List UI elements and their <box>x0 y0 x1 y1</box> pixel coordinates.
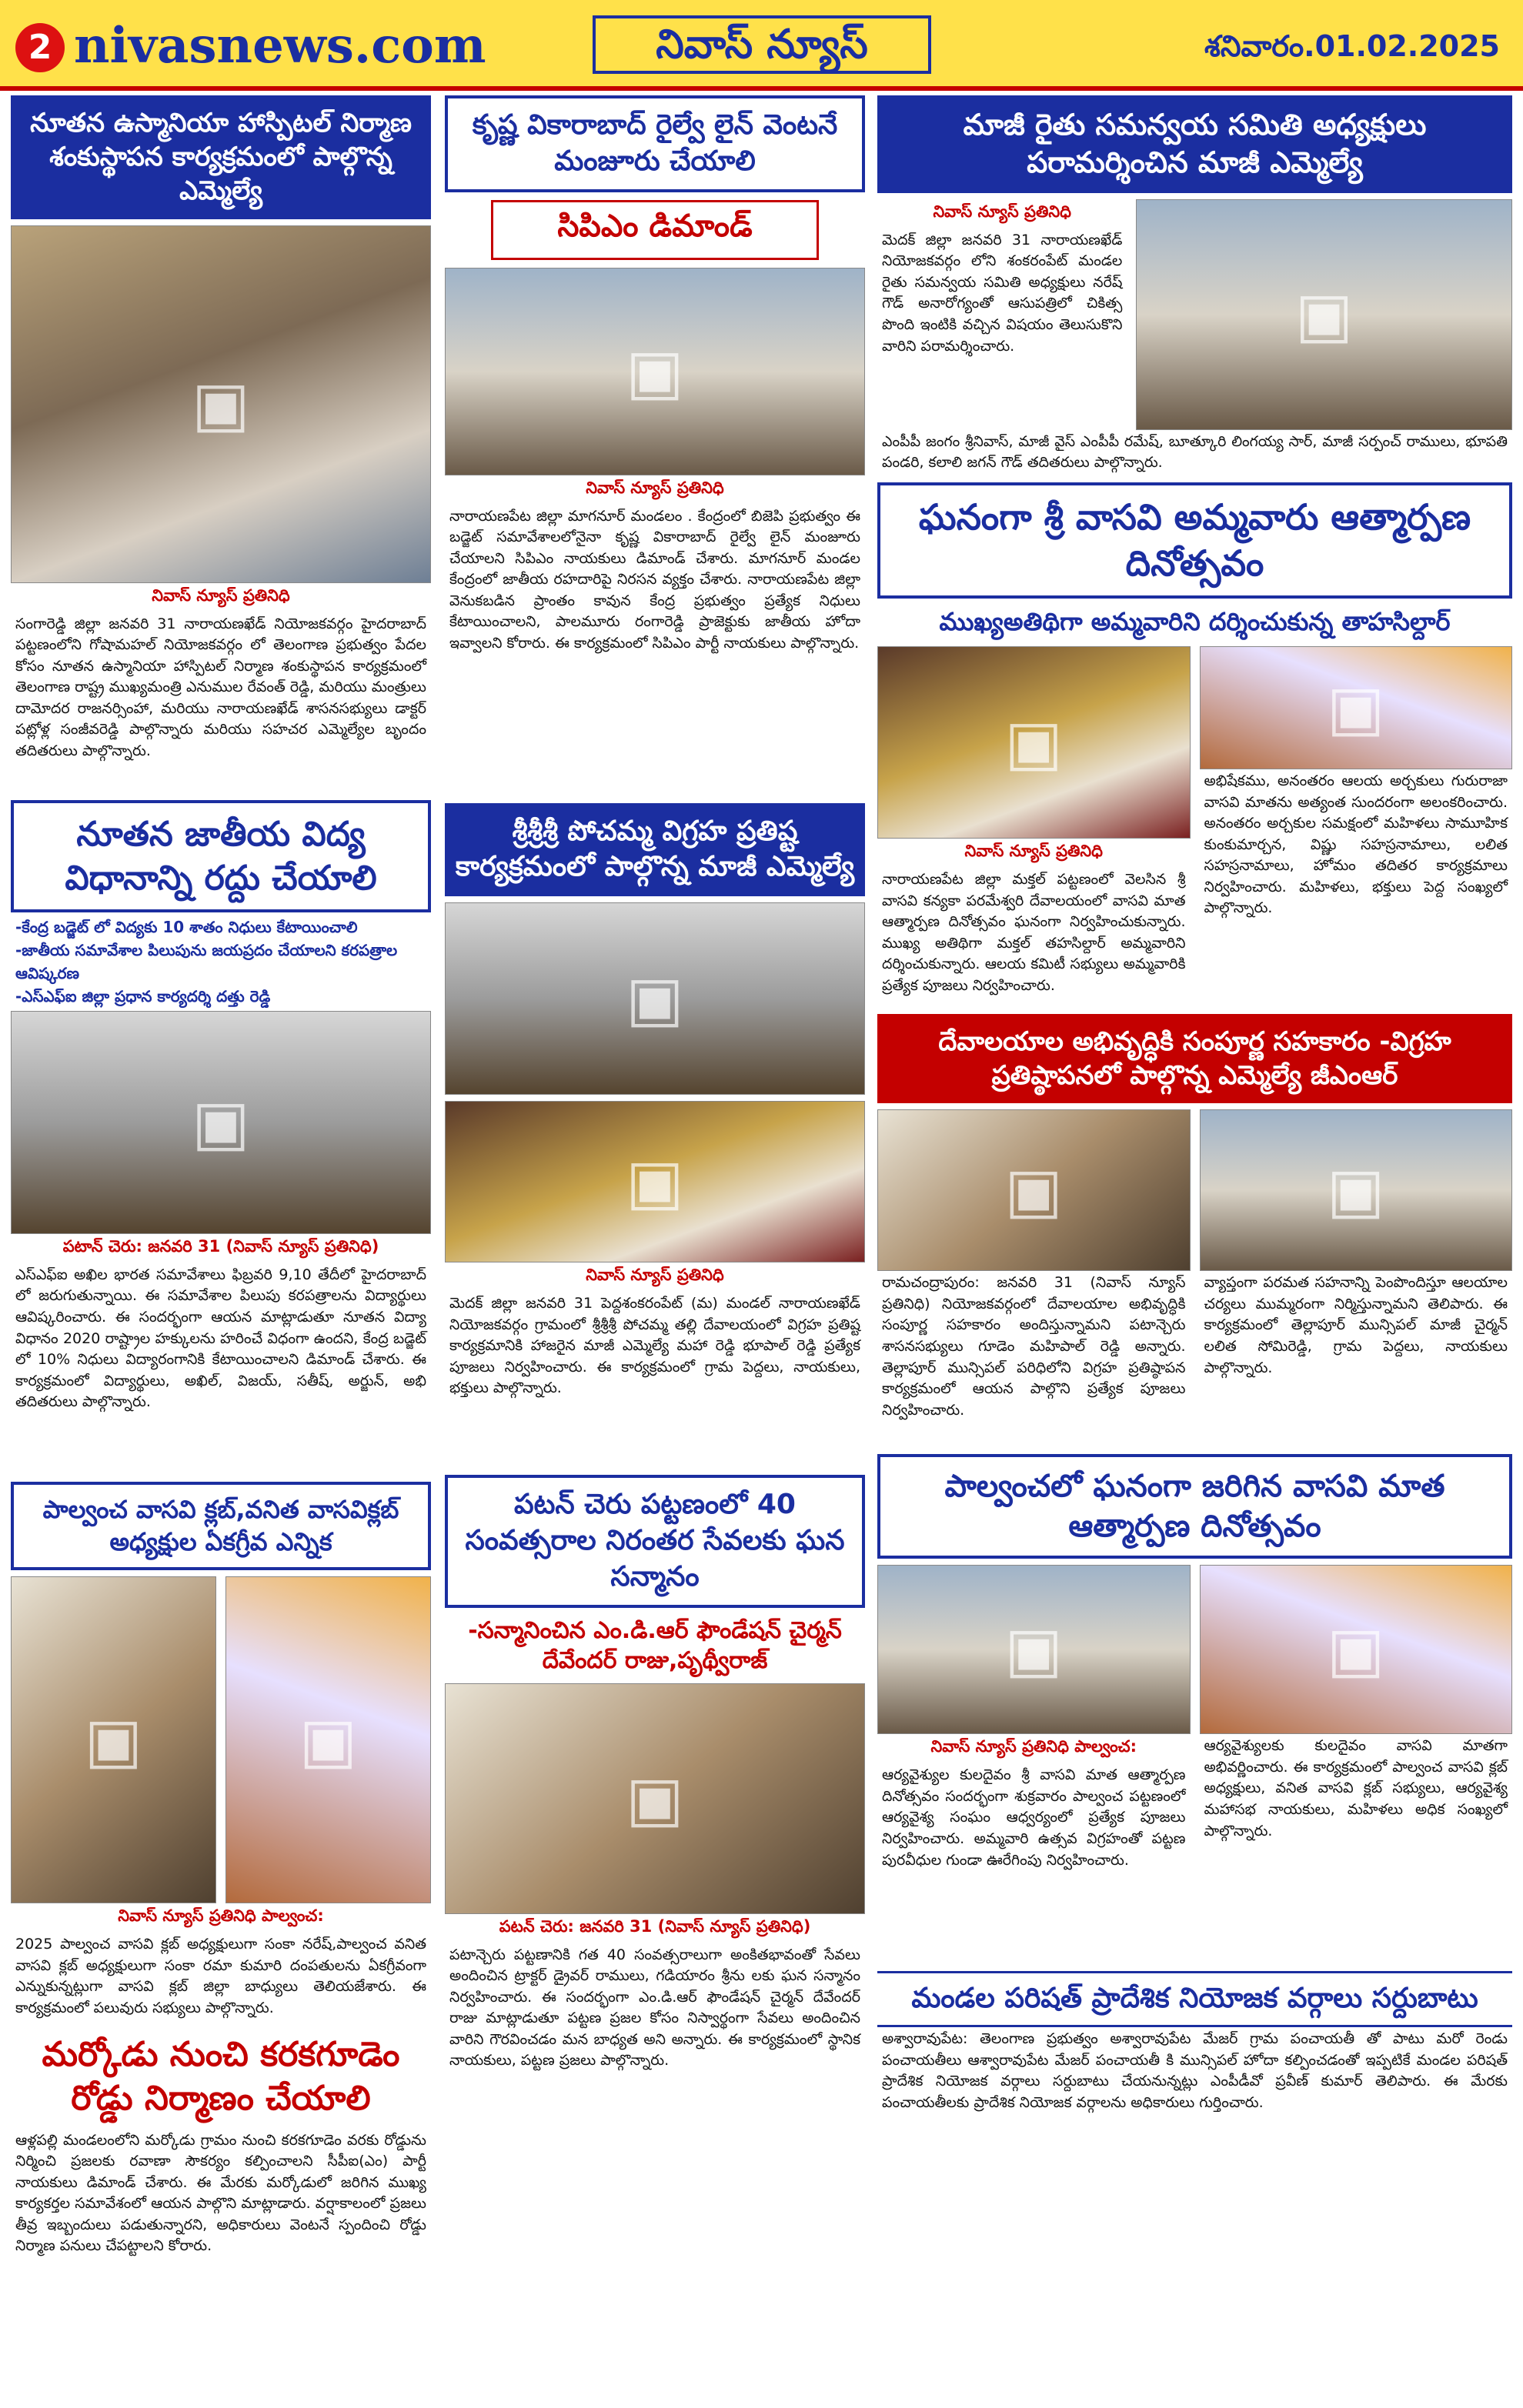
subheadline-tahsildar: ముఖ్యఅతిథిగా అమ్మవారిని దర్శించుకున్న తాహసిల్దార్ <box>877 599 1512 646</box>
caption-osmania: నివాస్ న్యూస్ ప్రతినిధి <box>152 585 290 605</box>
photos-vasavi-club <box>11 1576 431 1903</box>
photo-pochamma-1 <box>445 902 865 1095</box>
photo-honour <box>445 1683 865 1914</box>
body-vasavi-atmarpana-right: అభిషేకము, అనంతరం ఆలయ అర్చకులు గురురాజా వాసవి మాతను అత్యంత సుందరంగా అలంకరించారు. అనంతరం అర్చకుల సమక్షంలో మహిళలు సామూహిక కుంకుమార్చన, విష్ణు సహస్రనామాలు, లలిత సహస్రనామాలు, హోమం తదితర కార్యక్రమాలు నిర్వహించారు. మహిళలు, భక్తులు పెద్ద సంఖ్యలో పాల్గొన్నారు. <box>1204 772 1508 917</box>
caption-ex-mla-visit: నివాస్ న్యూస్ ప్రతినిధి <box>933 202 1071 221</box>
headline-mandal-parishad: మండల పరిషత్ ప్రాదేశిక నియోజక వర్గాలు సర్దుబాటు <box>877 1971 1512 2027</box>
body-sfi: ఎస్ఎఫ్ఐ అఖిల భారత సమావేశాలు ఫిబ్రవరి 9,10 తేదీలో హైదరాబాద్ లో జరుగుతున్నాయి. ఈ సమావేశాల పిలుపు కరపత్రాలను విద్యార్థులు ఆవిష్కరించారు. ఈ సందర్భంగా ఆయన మాట్లాడుతూ నూతన విద్యా విధానం 2020 రాష్ట్రాల హక్కులను హరించే విధంగా ఉందని, కేంద్ర బడ్జెట్ లో 10% నిధులు విద్యారంగానికి కేటాయించాలని డిమాండ్ చేశారు. ఈ కార్యక్రమంలో విద్యార్థులు, అఖిల్, విజయ్, సతీష్, అర్జున్, అభి తదితరులు పాల్గొన్నారు. <box>15 1266 426 1411</box>
photo-osmania <box>11 225 431 583</box>
photo-palvancha-women <box>1200 1565 1513 1734</box>
body-temple-development: రామచంద్రాపురం: జనవరి 31 (నివాస్ న్యూస్ ప్రతినిధి) నియోజకవర్గంలో దేవాలయాల అభివృద్ధికి సంపూర్ణ సహకారం అందిస్తున్నామని పటాన్చెరు శాసనసభ్యులు గూడెం మహిపాల్ రెడ్డి అన్నారు. తెల్లాపూర్ మున్సిపల్ పరిధిలోని విగ్రహ ప్రతిష్ఠాపన కార్యక్రమంలో ఆయన పాల్గొని ప్రత్యేక పూజలు నిర్వహించారు. <box>882 1274 1186 1419</box>
photo-icon: ▣ <box>84 1704 143 1776</box>
text-ex-mla-visit <box>877 199 1127 430</box>
left-vasavi-atmarpana <box>877 646 1191 1008</box>
headline-palvancha-vasavi: పాల్వంచలో ఘనంగా జరిగిన వాసవి మాత ఆత్మార్పణ దినోత్సవం <box>877 1454 1512 1559</box>
headline-vasavi-club: పాల్వంచ వాసవి క్లబ్,వనిత వాసవిక్లబ్ అధ్యక్షుల ఏకగ్రీవ ఎన్నిక <box>11 1482 431 1570</box>
caption-vasavi-atmarpana: నివాస్ న్యూస్ ప్రతినిధి <box>964 841 1103 860</box>
caption-railway: నివాస్ న్యూస్ ప్రతినిధి <box>586 478 724 497</box>
headline-vasavi-atmarpana: ఘనంగా శ్రీ వాసవి అమ్మవారు ఆత్మార్పణ దినోత్సవం <box>877 482 1512 599</box>
photo-pochamma-2 <box>445 1101 865 1262</box>
photo-icon: ▣ <box>1294 278 1354 351</box>
photo-icon: ▣ <box>626 335 684 408</box>
body-road: ఆళ్లపల్లి మండలంలోని మర్కోడు గ్రామం నుంచి కరకగూడెం వరకు రోడ్డును నిర్మించి ప్రజలకు రవాణా సౌకర్యం కల్పించాలని సీపీఐ(ఎం) పార్టీ నాయకులు డిమాండ్ చేశారు. ఈ మేరకు మర్కోడులో జరిగిన ముఖ్య కార్యకర్తల సమావేశంలో ఆయన పాల్గొని మాట్లాడారు. వర్షాకాలంలో ప్రజలు తీవ్ర ఇబ్బందులు పడుతున్నారని, అధికారులు వెంటనే స్పందించి రోడ్డు నిర్మాణ పనులు చేపట్టాలని కోరారు. <box>15 2131 426 2255</box>
right-palvancha-vasavi <box>1200 1565 1513 1965</box>
body-palvancha-vasavi: ఆర్యవైశ్యుల కులదైవం శ్రీ వాసవి మాత ఆత్మార్పణ దినోత్సవం సందర్భంగా శుక్రవారం పాల్వంచ పట్టణంలో ఆర్యవైశ్య సంఘం ఆధ్వర్యంలో ప్రత్యేక పూజలు నిర్వహించారు. అమ్మవారి ఉత్సవ విగ్రహంతో పట్టణ పురవీధుల గుండా ఊరేగింపు నిర్వహించారు. <box>882 1766 1186 1869</box>
newspaper-brand: నివాస్ న్యూస్ <box>593 15 931 74</box>
site-name[interactable]: nivasnews.com <box>74 17 486 75</box>
photo-vasavi-women <box>1200 646 1513 769</box>
right-vasavi-atmarpana <box>1200 646 1513 1008</box>
left-palvancha-vasavi <box>877 1565 1191 1965</box>
photo-sfi <box>11 1011 431 1234</box>
photo-icon: ▣ <box>299 1704 358 1776</box>
body-ex-mla-visit-names: ఎంపీపీ జంగం శ్రీనివాస్, మాజీ వైస్ ఎంపీపీ రమేష్, బూత్కూరి లింగయ్య సార్, మాజీ సర్పంచ్ రాములు, భూపతి పండరి, కలాలి జగన్ గౌడ్ తదితరులు పాల్గొన్నారు. <box>882 432 1508 472</box>
body-pochamma: మెదక్ జిల్లా జనవరి 31 పెద్దశంకరంపేట్ (మ) మండల్ నారాయణఖేడ్ నియోజకవర్గం గ్రామంలో శ్రీశ్రీశ్రీ పోచమ్మ తల్లి దేవాలయంలో విగ్రహ ప్రతిష్ట కార్యక్రమానికి హాజరైన మాజీ ఎమ్మెల్యే మహా రెడ్డి భూపాల్ రెడ్డి ప్రత్యేక పూజలు నిర్వహించారు. ఈ కార్యక్రమంలో గ్రామ పెద్దలు, నాయకులు, భక్తులు పాల్గొన్నారు. <box>449 1295 860 1397</box>
bullet-item: -కేంద్ర బడ్జెట్ లో విద్యకు 10 శాతం నిధులు కేటాయించాలి <box>15 917 358 936</box>
row-palvancha-vasavi <box>877 1565 1512 1965</box>
caption-vasavi-club: నివాస్ న్యూస్ ప్రతినిధి పాల్వంచ: <box>118 1906 324 1926</box>
body-vasavi-atmarpana: నారాయణపేట జిల్లా మక్తల్ పట్టణంలో వెలసిన శ్రీ వాసవి కన్యకా పరమేశ్వరి దేవాలయంలో వాసవి మాత ఆత్మార్పణ దినోత్సవం ఘనంగా నిర్వహించుకున్నారు. ముఖ్య అతిథిగా మక్తల్ తహసిల్దార్ అమ్మవారిని దర్శించుకున్నారు. ఆలయ కమిటీ సభ్యులు అమ్మవారికి ప్రత్యేక పూజలు నిర్వహించారు. <box>882 870 1186 994</box>
masthead <box>0 0 1523 91</box>
caption-pochamma: నివాస్ న్యూస్ ప్రతినిధి <box>586 1266 724 1285</box>
body-vasavi-club: 2025 పాల్వంచ వాసవి క్లబ్ అధ్యక్షులుగా సంకా నరేష్,పాల్వంచ వనిత వాసవి క్లబ్ అధ్యక్షులుగా సంకా రమా కుమారి దంపతులను ఏకగ్రీవంగా ఎన్నుకున్నట్లుగా వాసవి క్లబ్ జిల్లా బాధ్యులు తెలియజేశారు. ఈ కార్యక్రమంలో పలువురు సభ్యులు పాల్గొన్నారు. <box>15 1936 426 2016</box>
caption-honour: పటన్ చెరు: జనవరి 31 (నివాస్ న్యూస్ ప్రతినిధి) <box>499 1916 811 1936</box>
subheadline-cpm: సిపిఎం డిమాండ్ <box>491 200 819 260</box>
photo-icon: ▣ <box>1004 706 1064 779</box>
headline-osmania: నూతన ఉస్మానియా హాస్పిటల్ నిర్మాణ శంకుస్థాపన కార్యక్రమంలో పాల్గొన్న ఎమ్మెల్యే <box>11 95 431 219</box>
photo-icon: ▣ <box>192 1086 250 1159</box>
caption-palvancha-vasavi: నివాస్ న్యూస్ ప్రతినిధి పాల్వంచ: <box>930 1737 1137 1756</box>
body-osmania: సంగారెడ్డి జిల్లా జనవరి 31 నారాయణఖేడ్ నియోజకవర్గం హైదరాబాద్ పట్టణంలోని గోషామహల్ నియోజకవర్గం లో తెలంగాణ ప్రభుత్వం పేదల కోసం నూతన ఉస్మానియా హాస్పిటల్ నిర్మాణ శంకుస్థాపన కార్యక్రమంలో తెలంగాణ రాష్ట్ర ముఖ్యమంత్రి ఎనుముల రేవంత్ రెడ్డి, మరియు మంత్రులు దామోదర రాజనర్సింహా, మరియు నారాయణఖేడ్ శాసనసభ్యులు డాక్టర్ పట్లోళ్ల సంజీవరెడ్డి పాల్గొన్నారు మరియు సహచర ఎమ్మెల్యేల బృందం తదితరులు పాల్గొన్నారు. <box>15 615 426 759</box>
page-number: 2 <box>15 23 65 72</box>
body-honour: పటాన్చెరు పట్టణానికి గత 40 సంవత్సరాలుగా అంకితభావంతో సేవలు అందించిన ట్రాక్టర్ డ్రైవర్ రాములు, గడియారం శ్రీను లకు ఘన సన్మానం నిర్వహించారు. ఈ సందర్భంగా ఎం.డి.ఆర్ ఫౌండేషన్ చైర్మన్ దేవేందర్ రాజు మాట్లాడుతూ పట్టణ ప్రజల కోసం నిస్వార్థంగా సేవలు అందించిన వారిని గౌరవించడం మన బాధ్యత అని అన్నారు. ఈ కార్యక్రమంలో స్థానిక నాయకులు, పట్టణ ప్రజలు పాల్గొన్నారు. <box>449 1946 860 2069</box>
photo-icon: ▣ <box>626 1763 684 1835</box>
photo-palvancha-procession <box>877 1565 1191 1734</box>
photo-vasavi-temple <box>877 646 1191 839</box>
body-palvancha-vasavi-right: ఆర్యవైశ్యులకు కులదైవం వాసవి మాతగా అభివర్ణించారు. ఈ కార్యక్రమంలో పాల్వంచ వాసవి క్లబ్ అధ్యక్షులు, వనిత వాసవి క్లబ్ సభ్యులు, ఆర్యవైశ్య మహాసభ నాయకులు, మహిళలు అధిక సంఖ్యలో పాల్గొన్నారు. <box>1204 1737 1508 1839</box>
text-temple-development <box>877 1271 1512 1448</box>
photo-icon: ▣ <box>1004 1154 1064 1226</box>
subheadline-mdr-foundation: -సన్మానించిన ఎం.డి.ఆర్ ఫౌండేషన్ చైర్మన్ దేవేందర్ రాజు,పృథ్వీరాజ్ <box>445 1608 865 1683</box>
photo-temple-gathering <box>1200 1109 1513 1271</box>
headline-pochamma: శ్రీశ్రీశ్రీ పోచమ్మ విగ్రహ ప్రతిష్ట కార్యక్రమంలో పాల్గొన్న మాజీ ఎమ్మెల్యే <box>445 803 865 897</box>
bullet-item: -ఎస్ఎఫ్ఐ జిల్లా ప్రధాన కార్యదర్శి దత్తు రెడ్డి <box>15 986 271 1006</box>
photo-icon: ▣ <box>1326 1154 1385 1226</box>
headline-patancheru-honour: పటన్ చెరు పట్టణంలో 40 సంవత్సరాల నిరంతర సేవలకు ఘన సన్మానం <box>445 1475 865 1607</box>
bullets-education-policy <box>11 912 431 1011</box>
column-3 <box>877 95 1512 2158</box>
photo-icon: ▣ <box>626 1146 684 1218</box>
headline-ex-mla-visit: మాజీ రైతు సమన్వయ సమితి అధ్యక్షులు పరామర్శించిన మాజీ ఎమ్మెల్యే <box>877 95 1512 193</box>
column-2 <box>445 95 865 2220</box>
headline-railway: కృష్ణ వికారాబాద్ రైల్వే లైన్ వెంటనే మంజూరు చేయాలి <box>445 95 865 192</box>
photo-icon: ▣ <box>1004 1613 1064 1686</box>
body-temple-development-right: వ్యాప్తంగా పరమత సహనాన్ని పెంపొందిస్తూ ఆలయాల చర్యలు ముమ్మరంగా నిర్మిస్తున్నామని తెలిపారు. ఈ కార్యక్రమంలో తెల్లాపూర్ మున్సిపల్ మాజీ చైర్మన్ లలిత సోమిరెడ్డి, గ్రామ పెద్దలు, నాయకులు పాల్గొన్నారు. <box>1204 1274 1508 1376</box>
headline-road: మర్కోడు నుంచి కరకగూడెం రోడ్డు నిర్మాణం చేయాలి <box>11 2025 431 2128</box>
photo-icon: ▣ <box>1326 672 1385 744</box>
headline-education-policy: నూతన జాతీయ విద్య విధానాన్ని రద్దు చేయాలి <box>11 800 431 912</box>
body-railway: నారాయణపేట జిల్లా మాగనూర్ మండలం . కేంద్రంలో బిజెపి ప్రభుత్వం ఈ బడ్జెట్ సమావేశాలలోనైనా కృష్ణ వికారాబాద్ రైల్వే లైన్ మంజూరు చేయాలని సిపిఎం నాయకులు డిమాండ్ చేశారు. మాగనూర్ మండల కేంద్రంలో జాతీయ రహదారిపై నిరసన వ్యక్తం చేశారు. నారాయణపేట జిల్లా వెనుకబడిన ప్రాంతం కావున కేంద్ర ప్రభుత్వం ప్రత్యేక నిధులు కేటాయించాలని, పాలమూరు రంగారెడ్డి ప్రాజెక్టుకు జాతీయ హోదా ఇవ్వాలని కోరారు. ఈ కార్యక్రమంలో సిపిఎం పార్టీ నాయకులు పాల్గొన్నారు. <box>449 507 860 652</box>
headline-temple-development: దేవాలయాల అభివృద్ధికి సంపూర్ణ సహకారం -విగ్రహ ప్రతిష్ఠాపనలో పాల్గొన్న ఎమ్మెల్యే జీఎంఆర్ <box>877 1014 1512 1103</box>
photo-icon: ▣ <box>626 962 684 1035</box>
caption-sfi: పటాన్ చెరు: జనవరి 31 (నివాస్ న్యూస్ ప్రతినిధి) <box>62 1236 379 1256</box>
bullet-item: -జాతీయ సమావేశాల పిలుపును జయప్రదం చేయాలని కరపత్రాల ఆవిష్కరణ <box>15 940 398 982</box>
photo-railway-protest <box>445 268 865 475</box>
photo-vanitha-president <box>225 1576 431 1903</box>
photo-icon: ▣ <box>192 368 250 440</box>
photos-temple-development <box>877 1109 1512 1271</box>
row-vasavi-atmarpana <box>877 646 1512 1008</box>
photo-temple-installation <box>877 1109 1191 1271</box>
photo-icon: ▣ <box>1326 1613 1385 1686</box>
column-1 <box>11 95 431 2329</box>
photo-ex-mla-visit <box>1136 199 1512 430</box>
body-ex-mla-visit: మెదక్ జిల్లా జనవరి 31 నారాయణఖేడ్ నియోజకవర్గం లోని శంకరంపేట్ మండల రైతు సమన్వయ సమితి అధ్యక్షులు నరేష్ గౌడ్ అనారోగ్యంతో ఆసుపత్రిలో చికిత్స పొంది ఇంటికి వచ్చిన విషయం తెలుసుకొని వారిని పరామర్శించారు. <box>882 231 1123 355</box>
issue-date: శనివారం.01.02.2025 <box>1204 29 1500 63</box>
row-ex-mla-visit <box>877 199 1512 430</box>
body-mandal-parishad: అశ్వారావుపేట: తెలంగాణ ప్రభుత్వం అశ్వారావుపేట మేజర్ గ్రామ పంచాయతీ తో పాటు మరో రెండు పంచాయతీలు ఆశ్వారావుపేట మేజర్ పంచాయతీ కి మున్సిపల్ హోదా కల్పించడంతో ఇప్పటికే మండల పరిషత్ ప్రాదేశిక నియోజక వర్గాలు సర్దుబాటు చేయనున్నట్లు ఎంపీడీవో ప్రవీణ్ కుమార్ తెలిపారు. ఈ మేరకు పంచాయతీలకు ప్రాదేశిక నియోజక వర్గాలను అధికారులు గుర్తించారు. <box>882 2030 1508 2111</box>
photo-club-president <box>11 1576 216 1903</box>
